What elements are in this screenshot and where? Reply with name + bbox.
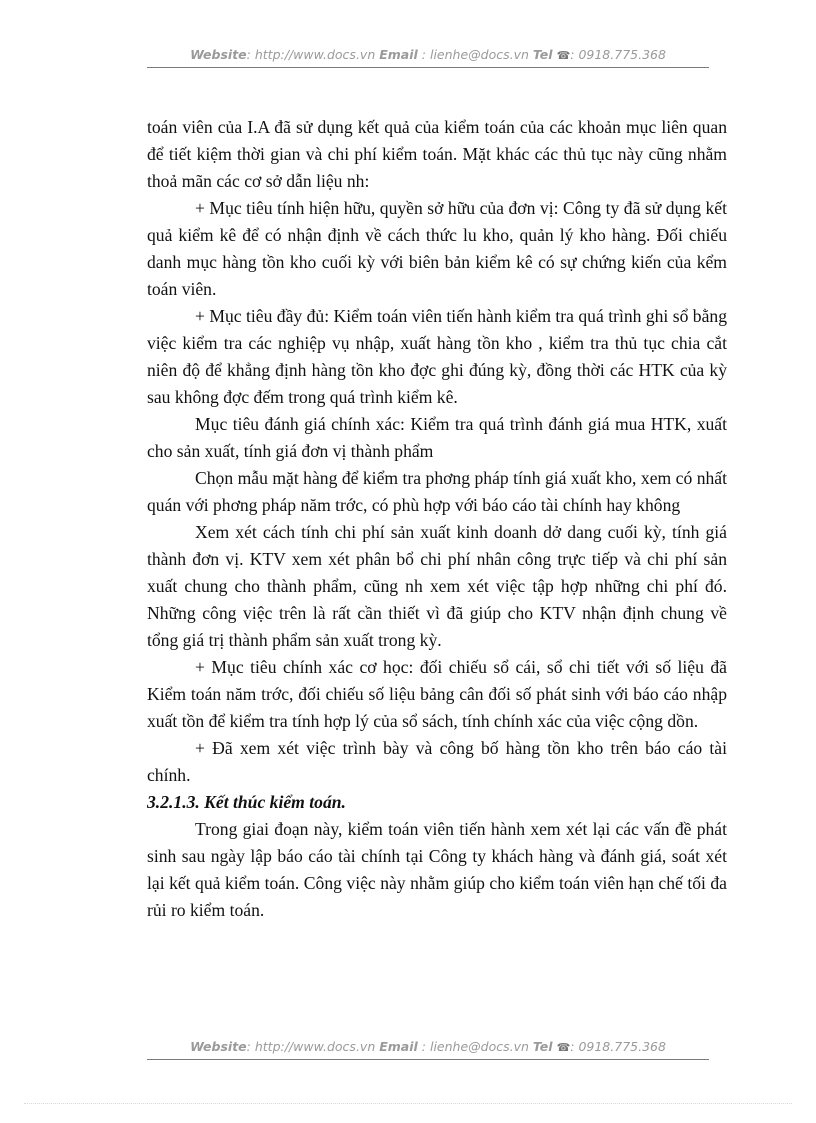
footer-tel-label: Tel: [532, 1039, 553, 1054]
header-email-value: : lienhe@docs.vn: [417, 47, 529, 62]
footer-email-label: Email: [379, 1039, 418, 1054]
section-heading: 3.2.1.3. Kết thúc kiểm toán.: [147, 792, 346, 812]
footer-website-value: : http://www.docs.vn: [246, 1039, 376, 1054]
phone-icon: ☎: [556, 1041, 571, 1054]
paragraph-9: Trong giai đoạn này, kiểm toán viên tiến hành xem xét lại các vấn đề phát sinh sau ngày lập báo cáo tài chính tại Công ty khách hàng và đánh giá, soát xét lại kết quả kiểm toán. Công việc này nhằm giúp cho kiểm toán viên hạn chế tối đa rủi ro kiểm toán.: [147, 819, 727, 920]
header-website-value: : http://www.docs.vn: [246, 47, 376, 62]
footer-website-label: Website: [190, 1039, 247, 1054]
header-website-label: Website: [190, 47, 247, 62]
paragraph-8: + Đã xem xét việc trình bày và công bố hàng tồn kho trên báo cáo tài chính.: [147, 738, 727, 785]
header-tel-label: Tel: [532, 47, 553, 62]
page-header: [147, 46, 709, 68]
header-tel-value: : 0918.775.368: [570, 47, 666, 62]
header-email-label: Email: [379, 47, 418, 62]
phone-icon: ☎: [556, 49, 571, 62]
paragraph-3: + Mục tiêu đầy đủ: Kiểm toán viên tiến hành kiểm tra quá trình ghi sổ bằng việc kiểm tra các nghiệp vụ nhập, xuất hàng tồn kho , kiểm tra thủ tục chia cắt niên độ để khẳng định hàng tồn kho đợc ghi đúng kỳ, đồng thời các HTK của kỳ sau không đợc đếm trong quá trình kiểm kê.: [147, 306, 727, 407]
paragraph-2: + Mục tiêu tính hiện hữu, quyền sở hữu của đơn vị: Công ty đã sử dụng kết quả kiểm kê để có nhận định về cách thức lu kho, quản lý kho hàng. Đối chiếu danh mục hàng tồn kho cuối kỳ với biên bản kiểm kê có sự chứng kiến của kểm toán viên.: [147, 198, 727, 299]
paragraph-5: Chọn mẫu mặt hàng để kiểm tra phơng pháp tính giá xuất kho, xem có nhất quán với phơng pháp năm trớc, có phù hợp với báo cáo tài chính hay không: [147, 468, 727, 515]
document-body: [147, 114, 727, 924]
paragraph-6: Xem xét cách tính chi phí sản xuất kinh doanh dở dang cuối kỳ, tính giá thành đơn vị. KTV xem xét phân bổ chi phí nhân công trực tiếp và chi phí sản xuất chung cho thành phẩm, cũng nh xem xét việc tập hợp những chi phí đó. Những công việc trên là rất cần thiết vì đã giúp cho KTV nhận định chung về tổng giá trị thành phẩm sản xuất trong kỳ.: [147, 522, 727, 650]
footer-tel-value: : 0918.775.368: [570, 1039, 666, 1054]
paragraph-4: Mục tiêu đánh giá chính xác: Kiểm tra quá trình đánh giá mua HTK, xuất cho sản xuất, tính giá đơn vị thành phẩm: [147, 414, 727, 461]
footer-email-value: : lienhe@docs.vn: [417, 1039, 529, 1054]
page-footer: [147, 1038, 709, 1060]
paragraph-1: toán viên của I.A đã sử dụng kết quả của kiểm toán của các khoản mục liên quan để tiết kiệm thời gian và chi phí kiểm toán. Mặt khác các thủ tục này cũng nhằm thoả mãn các cơ sở dẫn liệu nh:: [147, 117, 727, 191]
page-bottom-divider: [24, 1103, 792, 1104]
paragraph-7: + Mục tiêu chính xác cơ học: đối chiếu sổ cái, sổ chi tiết với số liệu đã Kiểm toán năm trớc, đối chiếu số liệu bảng cân đối số phát sinh với báo cáo nhập xuất tồn để kiểm tra tính hợp lý của sổ sách, tính chính xác của việc cộng dồn.: [147, 657, 727, 731]
